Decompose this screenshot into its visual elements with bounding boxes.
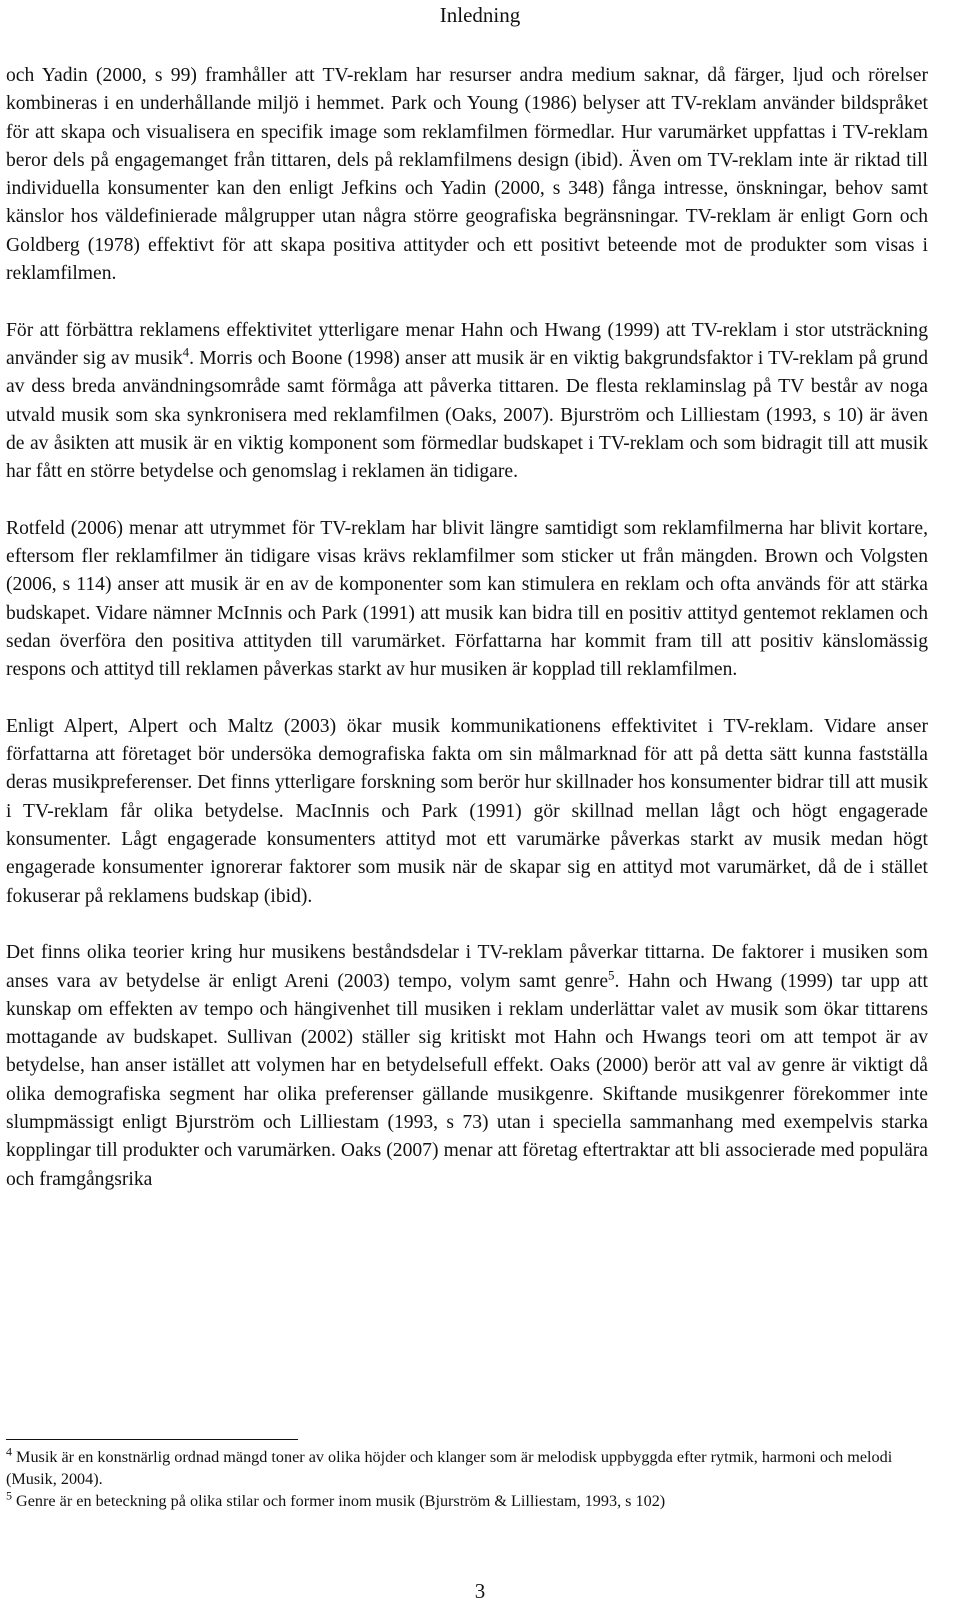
footnote-5: $^5$ Genre är en beteckning på olika stilar och former inom musik (Bjurström & Lilliestam, 1993, s 102) — [6, 1488, 666, 1510]
paragraph-2: För att förbättra reklamens effektivitet ytterligare menar Hahn och Hwang (1999) att TV-reklam i stor utsträckning använder sig av musik$^4$. Morris och Boone (1998) anser att musik är en viktig bakgrundsfaktor i TV-reklam på grund av dess breda användningsområde samt förmåga att påverka tittaren. De flesta reklaminslag på TV består av noga utvald musik som ska synkronisera med reklamfilmen (Oaks, 2007). Bjurström och Lilliestam (1993, s 10) är även de av åsikten att musik är en viktig komponent som förmedlar budskapet i TV-reklam och som bidragit till att musik har fått en större betydelse och genomslag i reklamen än tidigare. — [6, 319, 928, 483]
footnote-ref-5: 5 — [608, 966, 615, 982]
footnotes — [6, 1446, 928, 1512]
footnote-4: $^4$ Musik är en konstnärlig ordnad mängd toner av olika höjder och klanger som är melodisk uppbyggda efter rytmik, harmoni och melodi (Musik, 2004). — [6, 1444, 893, 1488]
body-text — [6, 62, 928, 1194]
paragraph-5: Det finns olika teorier kring hur musikens beståndsdelar i TV-reklam påverkar tittarna. De faktorer i musiken som anses vara av betydelse är enligt Areni (2003) tempo, volym samt genre$^5$. Hahn och Hwang (1999) tar upp att kunskap om effekten av tempo och hängivenhet till musiken i reklam underlättar valet av musik som ökar tittarens mottagande av budskapet. Sullivan (2002) ställer sig kritiskt mot Hahn och Hwangs teori om att tempot är av betydelse, han anser istället att volymen har en betydelsefull effekt. Oaks (2000) berör att val av genre är viktigt då olika demografiska segment har olika preferenser gällande musikgenre. Skiftande musikgenrer förekommer inte slumpmässigt enligt Bjurström och Lilliestam (1993, s 73) utan i speciella sammanhang med exempelvis starka kopplingar till produkter och varumärken. Oaks (2007) menar att företag eftertraktar att bli associerade med populära och framgångsrika — [6, 942, 929, 1190]
page-number: 3 — [474, 1579, 486, 1603]
running-header: Inledning — [439, 3, 521, 27]
paragraph-4: Enligt Alpert, Alpert och Maltz (2003) ökar musik kommunikationens effektivitet i TV-reklam. Vidare anser författarna att företaget bör undersöka demografiska fakta om sin målmarknad för att på detta sätt kunna fastställa deras musikpreferenser. Det finns ytterligare forskning som berör hur skillnader hos konsumenter bidrar till att musik i TV-reklam får olika betydelse. MacInnis och Park (1991) gör skillnad mellan lågt och högt engagerade konsumenter. Lågt engagerade konsumenters attityd mot ett varumärke påverkas starkt av musik medan högt engagerade konsumenter ignorerar faktorer som musik när de skapar sig en attityd mot varumärket, då de i stället fokuserar på reklamens budskap (ibid). — [6, 715, 928, 907]
paragraph-1: och Yadin (2000, s 99) framhåller att TV-reklam har resurser andra medium saknar, då färger, ljud och rörelser kombineras i en underhållande miljö i hemmet. Park och Young (1986) belyser att TV-reklam använder bildspråket för att skapa och visualisera en specifik image som reklamfilmen förmedlar. Hur varumärket uppfattas i TV-reklam beror dels på engagemanget från tittaren, dels på reklamfilmens design (ibid). Även om TV-reklam inte är riktad till individuella konsumenter kan den enligt Jefkins och Yadin (2000, s 348) fånga intresse, önskningar, behov samt känslor hos väldefinierade målgrupper utan några större geografiska begränsningar. TV-reklam är enligt Gorn och Goldberg (1978) effektivt för att skapa positiva attityder och ett positivt beteende mot de produkter som visas i reklamfilmen. — [6, 65, 928, 285]
footnote-separator — [6, 1439, 298, 1440]
paragraph-3: Rotfeld (2006) menar att utrymmet för TV-reklam har blivit längre samtidigt som reklamfilmerna har blivit kortare, eftersom fler reklamfilmer än tidigare visas krävs reklamfilmer som sticker ut från mängden. Brown och Volgsten (2006, s 114) anser att musik är en av de komponenter som kan stimulera en reklam och ofta används för att stärka budskapet. Vidare nämner McInnis och Park (1991) att musik kan bidra till en positiv attityd gentemot reklamen och sedan överföra den positiva attityden till varumärket. Författarna har kommit fram till att positiv känslomässig respons och attityd till reklamen påverkas starkt av hur musiken är kopplad till reklamfilmen. — [6, 517, 928, 681]
footnote-ref-4: 4 — [182, 344, 190, 360]
